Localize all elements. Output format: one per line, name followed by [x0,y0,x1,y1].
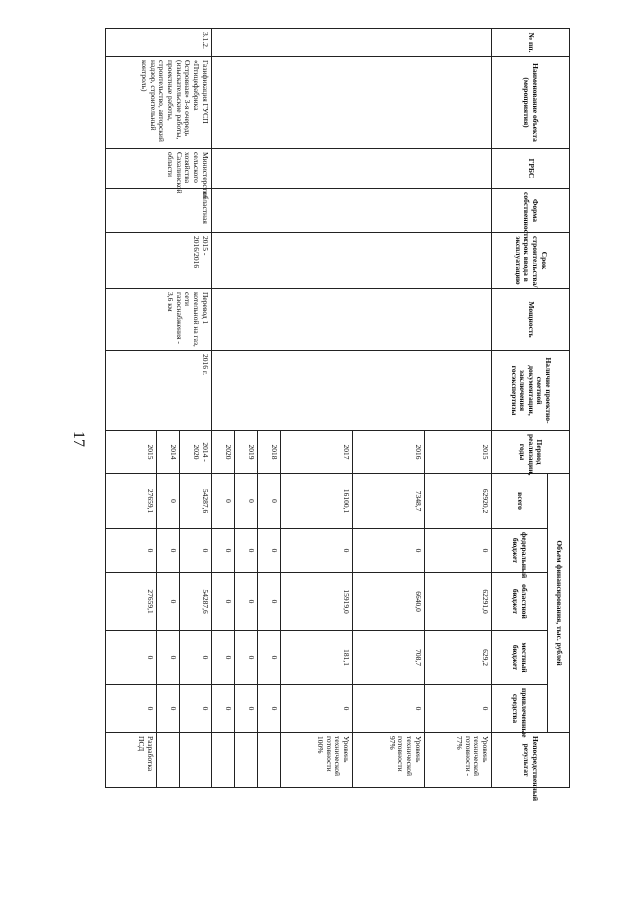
period-cell: 2015 [106,431,157,474]
header-grbs: ГРБС [492,149,570,189]
header-psd: Наличие проектно-сметной документации, заключения госэкспертизы [492,351,570,431]
local-cell: 0 [106,631,157,685]
regional-cell: 0 [257,573,280,631]
empty-cell [211,351,491,431]
item-ownership: областная [106,189,212,233]
period-cell: 2014 - 2020 [179,431,211,474]
total-cell: 0 [257,474,280,529]
empty-cell [211,189,491,233]
regional-cell: 0 [211,573,234,631]
other-cell: 0 [156,685,179,733]
header-ownership: Форма собственности [492,189,570,233]
result-cell: Уровень технической готовности 100% [281,733,353,788]
result-cell [156,733,179,788]
federal-cell: 0 [156,529,179,573]
local-cell: 629,2 [424,631,491,685]
other-cell: 0 [106,685,157,733]
header-total: всего [492,474,548,529]
header-local: местный бюджет [492,631,548,685]
item-capacity: Перевод 1 котельной на газ, сети газоснабжения - 3,6 км [106,289,212,351]
total-cell: 0 [156,474,179,529]
local-cell: 0 [257,631,280,685]
total-cell: 27659,1 [106,474,157,529]
item-name: Газификация ГУСП «Птицефабрика Островная» 3-я очередь (изыскательские работы, проектные работы, строительство, авторский надзор, строительный контроль) [106,57,212,149]
local-cell: 0 [234,631,257,685]
regional-cell: 6640,0 [352,573,424,631]
table-row [424,29,491,788]
total-cell: 0 [211,474,234,529]
result-cell [257,733,280,788]
other-cell: 0 [424,685,491,733]
item-grbs: Министерство сельского хозяйства Сахалинской области [106,149,212,189]
local-cell: 0 [179,631,211,685]
other-cell: 0 [211,685,234,733]
local-cell: 181,1 [281,631,353,685]
result-cell: Разработка ПСД [106,733,157,788]
federal-cell: 0 [179,529,211,573]
header-regional: областной бюджет [492,573,548,631]
federal-cell: 0 [234,529,257,573]
rotated-table-frame [105,28,570,802]
local-cell: 708,7 [352,631,424,685]
regional-cell: 27659,1 [106,573,157,631]
total-cell: 0 [234,474,257,529]
regional-cell: 0 [156,573,179,631]
other-cell: 0 [281,685,353,733]
page-number: 17 [70,431,87,447]
federal-cell: 0 [281,529,353,573]
other-cell: 0 [234,685,257,733]
total-cell: 62920,2 [424,474,491,529]
period-cell: 2019 [234,431,257,474]
federal-cell: 0 [211,529,234,573]
period-cell: 2017 [281,431,353,474]
result-cell [179,733,211,788]
table-row [179,29,211,788]
header-name: Наименование объекта (мероприятия) [492,57,570,149]
regional-cell: 62291,0 [424,573,491,631]
header-construction: Срок строительства/срок ввода в эксплуатацию [492,233,570,289]
financing-table [105,28,570,802]
item-construction: 2015 - 2016/2016 [106,233,212,289]
header-capacity: Мощность [492,289,570,351]
regional-cell: 0 [234,573,257,631]
header-result: Непосредственный результат [492,733,570,788]
period-cell: 2020 [211,431,234,474]
other-cell: 0 [257,685,280,733]
empty-cell [211,29,491,57]
local-cell: 0 [211,631,234,685]
period-cell: 2016 [352,431,424,474]
result-cell: Уровень технической готовности 97% [352,733,424,788]
federal-cell: 0 [257,529,280,573]
result-cell [211,733,234,788]
header-funding: Объем финансирования, тыс. рублей [548,474,570,733]
federal-cell: 0 [424,529,491,573]
item-psd: 2016 г. [106,351,212,431]
local-cell: 0 [156,631,179,685]
total-cell: 16100,1 [281,474,353,529]
header-num: № пп. [492,29,570,57]
header-other: привлеченные средства [492,685,548,733]
other-cell: 0 [352,685,424,733]
total-cell: 7348,7 [352,474,424,529]
result-cell: Уровень технической готовности - 77% [424,733,491,788]
item-num: 3.1.2. [106,29,212,57]
period-cell: 2015 [424,431,491,474]
empty-cell [211,233,491,289]
header-federal: федеральный бюджет [492,529,548,573]
period-cell: 2014 [156,431,179,474]
empty-cell [211,57,491,149]
empty-cell [211,289,491,351]
result-cell [234,733,257,788]
header-period: Период реализации, годы [492,431,570,474]
total-cell: 54287,6 [179,474,211,529]
period-cell: 2018 [257,431,280,474]
other-cell: 0 [179,685,211,733]
regional-cell: 54287,6 [179,573,211,631]
federal-cell: 0 [106,529,157,573]
federal-cell: 0 [352,529,424,573]
empty-cell [211,149,491,189]
regional-cell: 15919,0 [281,573,353,631]
